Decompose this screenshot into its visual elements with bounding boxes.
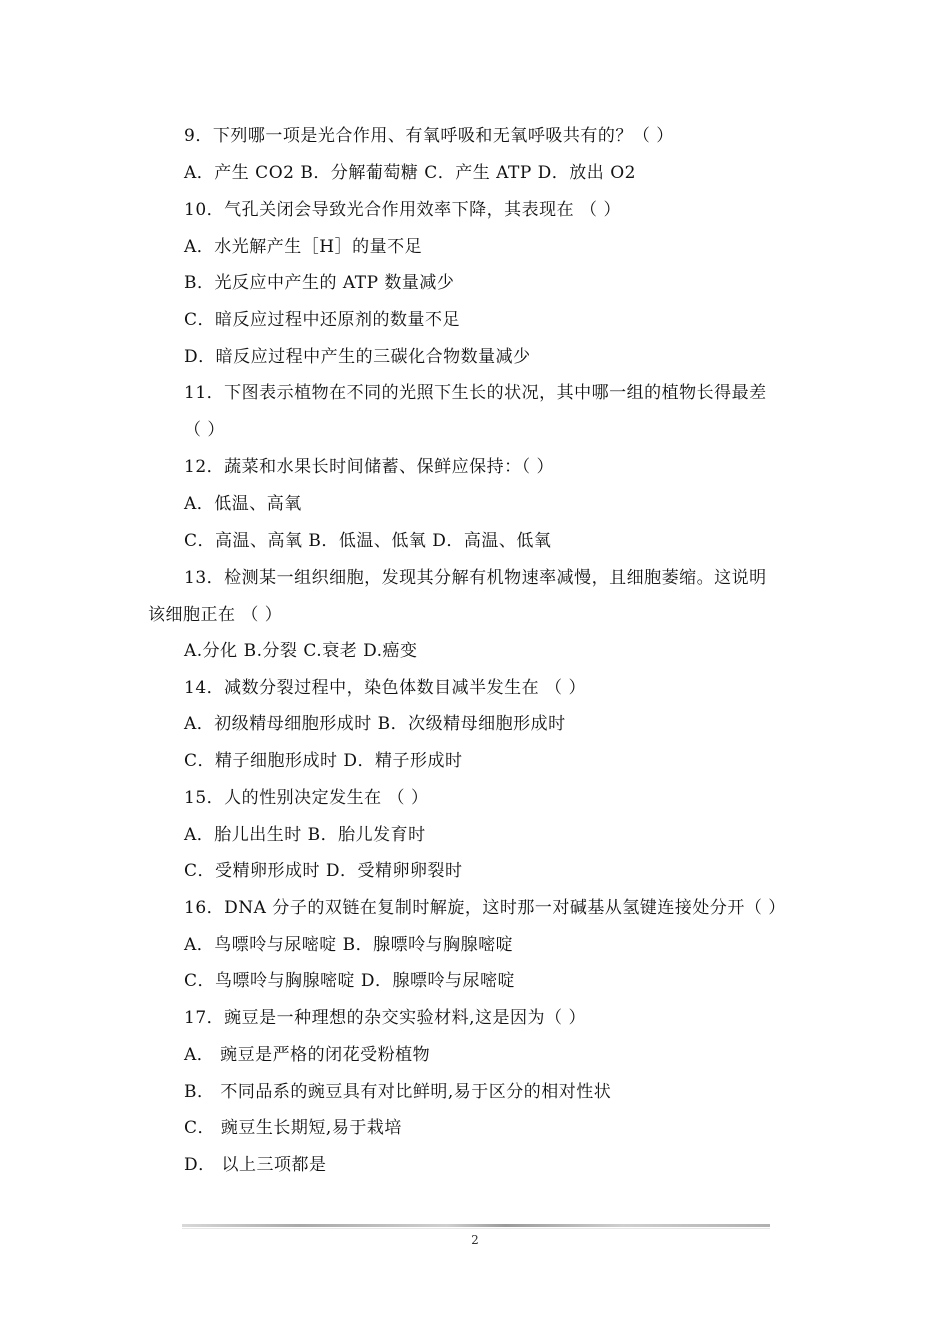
question-15-options-ab: A．胎儿出生时 B．胎儿发育时 <box>184 825 426 845</box>
page-number: 2 <box>471 1233 479 1247</box>
question-10-option-c: C．暗反应过程中还原剂的数量不足 <box>184 310 461 330</box>
question-13-stem: 13．检测某一组织细胞，发现其分解有机物速率减慢，且细胞萎缩。这说明 <box>184 568 767 588</box>
question-9-stem: 9．下列哪一项是光合作用、有氧呼吸和无氧呼吸共有的？（ ） <box>184 126 674 146</box>
question-17-option-d: D． 以上三项都是 <box>184 1155 327 1175</box>
question-10-option-b: B．光反应中产生的 ATP 数量减少 <box>184 273 455 293</box>
question-17-option-b: B． 不同品系的豌豆具有对比鲜明,易于区分的相对性状 <box>184 1082 612 1102</box>
footer-divider <box>182 1224 770 1227</box>
question-13-stem-continued: 该细胞正在 （ ） <box>148 605 283 625</box>
question-16-stem: 16．DNA 分子的双链在复制时解旋，这时那一对碱基从氢键连接处分开（ ） <box>184 898 786 918</box>
question-14-stem: 14．减数分裂过程中，染色体数目减半发生在 （ ） <box>184 678 586 698</box>
question-13-options: A.分化 B.分裂 C.衰老 D.癌变 <box>184 641 418 661</box>
question-10-option-d: D．暗反应过程中产生的三碳化合物数量减少 <box>184 347 531 367</box>
question-17-option-a: A． 豌豆是严格的闭花受粉植物 <box>184 1045 431 1065</box>
question-15-options-cd: C．受精卵形成时 D．受精卵卵裂时 <box>184 861 463 881</box>
question-16-options-cd: C．鸟嘌呤与胸腺嘧啶 D．腺嘌呤与尿嘧啶 <box>184 971 516 991</box>
question-12-option-a: A．低温、高氧 <box>184 494 302 514</box>
question-17-option-c: C． 豌豆生长期短,易于栽培 <box>184 1118 402 1138</box>
question-14-options-cd: C．精子细胞形成时 D．精子形成时 <box>184 751 463 771</box>
question-17-stem: 17．豌豆是一种理想的杂交实验材料,这是因为（ ） <box>184 1008 586 1028</box>
question-12-stem: 12．蔬菜和水果长时间储蓄、保鲜应保持：（ ） <box>184 457 555 477</box>
question-14-options-ab: A．初级精母细胞形成时 B．次级精母细胞形成时 <box>184 714 566 734</box>
question-10-stem: 10．气孔关闭会导致光合作用效率下降，其表现在 （ ） <box>184 200 621 220</box>
question-10-option-a: A．水光解产生［H］的量不足 <box>184 237 423 257</box>
question-11-bracket: （ ） <box>184 420 225 440</box>
question-12-options-bcd: C．高温、高氧 B．低温、低氧 D．高温、低氧 <box>184 531 552 551</box>
question-9-options: A．产生 CO2 B．分解葡萄糖 C．产生 ATP D．放出 O2 <box>184 163 636 183</box>
question-16-options-ab: A．鸟嘌呤与尿嘧啶 B．腺嘌呤与胸腺嘧啶 <box>184 935 514 955</box>
question-11-stem: 11．下图表示植物在不同的光照下生长的状况，其中哪一组的植物长得最差 <box>184 383 767 403</box>
question-15-stem: 15．人的性别决定发生在 （ ） <box>184 788 429 808</box>
